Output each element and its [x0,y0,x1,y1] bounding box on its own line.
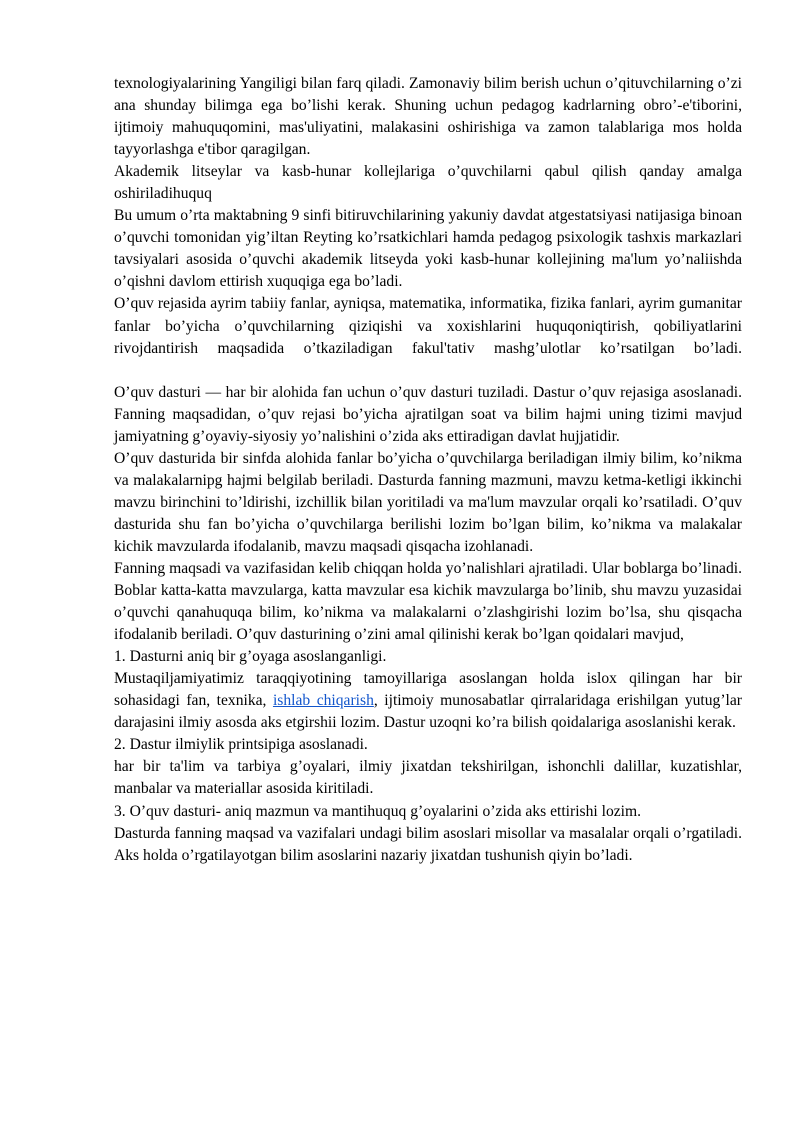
paragraph-scientific-basis: har bir ta'lim va tarbiya g’oyalari, ilmiy jixatdan tekshirilgan, ishonchli dalillar, kuzatishlar, manbalar va materiallar asosida kiritiladi. [114,758,742,798]
paragraph-subject-structure: Fanning maqsadi va vazifasidan kelib chiqqan holda yo’nalishlari ajratiladi. Ular boblarga bo’linadi. Boblar katta-katta mavzularga, katta mavzular esa kichik mavzularga bo’linib, shu mavzu yuzasidai o’quvchi qanahuquqa bilim, ko’nikma va malakalarni o’zlashgirishi lozim bo’lsa, shu qisqacha ifodalanib beriladi. O’quv dasturining o’zini amal qilinishi kerak bo’lgan qoidalari mavjud, [114,559,742,644]
paragraph-teacher-training: texnologiyalarining Yangiligi bilan farq qiladi. Zamonaviy bilim berish uchun o’qituvchilarning o’zi ana shunday bilimga ega bo’lishi kerak. Shuning uchun pedagog kadrlarning obro’-e'tiborini, ijtimoiy mahuquqomini, mas'uliyatini, malakasini oshirishiga va zamon talablariga mos holda tayyorlashga e'tibor qaragilgan. [114,75,742,159]
paragraph-elective-classes: O’quv rejasida ayrim tabiiy fanlar, ayniqsa, matematika, informatika, fizika fanlari, ayrim gumanitar fanlar bo’yicha o’quvchilarning qiziqishi va xoxishlarini huquqoniqtirish, qobiliyatlarini rivojdantirish maqsadida o’tkaziladigan fakul'tativ mashg’ulotlar ko’rsatilgan bo’ladi. [114,295,742,357]
paragraph-curriculum-definition: O’quv dasturi — har bir alohida fan uchun o’quv dasturi tuziladi. Dastur o’quv rejasiga asoslanadi. Fanning maqsadidan, o’quv rejasi bo’yicha ajratilgan soat va bilim hajmi uning tizimi mavjud jamiyatning g’oyaviy-siyosiy yo’nalishini o’zida aks ettiradigan davlat hujjatidir. [114,383,742,445]
paragraph-text-before-link: Mustaqiljamiyatimiz taraqqiyotining tamoyillariga asoslangan holda islox qilingan har bir sohasidagi fan, texnika, [114,670,742,710]
rule-3-heading: 3. O’quv dasturi- aniq mazmun va mantihuquq g’oyalarini o’zida aks ettirishi lozim. [114,802,642,820]
paragraph-curriculum-content: O’quv dasturida bir sinfda alohida fanlar bo’yicha o’quvchilarga beriladigan ilmiy bilim, ko’nikma va malakalarnipg hajmi belgilab beriladi. Dasturda fanning mazmuni, mavzu ketma-ketligi ikkinchi mavzu birinchini to’ldirishi, izchillik bilan yoritiladi va ma'lum mavzular orqali ko’rsatiladi. O’quv dasturida shu fan bo’yicha o’quvchilarga berilishi lozim bo’lgan bilim, ko’nikma va malakalar kichik mavzularda ifodalanib, mavzu maqsadi qisqacha izohlanadi. [114,449,742,555]
paragraph-independence-principle [114,668,742,734]
rule-1-heading: 1. Dasturni aniq bir g’oyaga asoslanganligi. [114,648,387,666]
paragraph-admission-question: Akademik litseylar va kasb-hunar kollejlariga o’quvchilarni qabul qilish qanday amalga oshiriladihuquq [114,163,742,203]
rule-2-heading: 2. Dastur ilmiylik printsipiga asoslanadi. [114,736,368,754]
paragraph-admission-rules: Bu umum o’rta maktabning 9 sinfi bitiruvchilarining yakuniy davdat atgestatsiyasi natijasiga binoan o’quvchi tomonidan yig’iltan Reyting ko’rsatkichlari hamda pedagog psixologik tashxis markazlari tavsiyalari asosida o’quvchi akademik litseyda yoki kasb-hunar kollejining ma'lum yo’naliishda o’qishni davlom ettirish xuquqiga ega bo’ladi. [114,207,742,291]
ishlab-chiqarish-link[interactable]: ishlab chiqarish [272,692,374,710]
document-page [114,73,742,867]
paragraph-text-after-link: , ijtimoiy munosabatlar qirralaridaga erishilgan yutug’lar darajasini ilmiy asosda aks etgirshii lozim. Dastur uzoqni ko’ra bilish qoidalariga asoslanishi kerak. [114,692,742,732]
paragraph-examples-practice: Dasturda fanning maqsad va vazifalari undagi bilim asoslari misollar va masalalar orqali o’rgatiladi. Aks holda o’rgatilayotgan bilim asoslarini nazariy jixatdan tushunish qiyin bo’ladi. [114,824,742,864]
